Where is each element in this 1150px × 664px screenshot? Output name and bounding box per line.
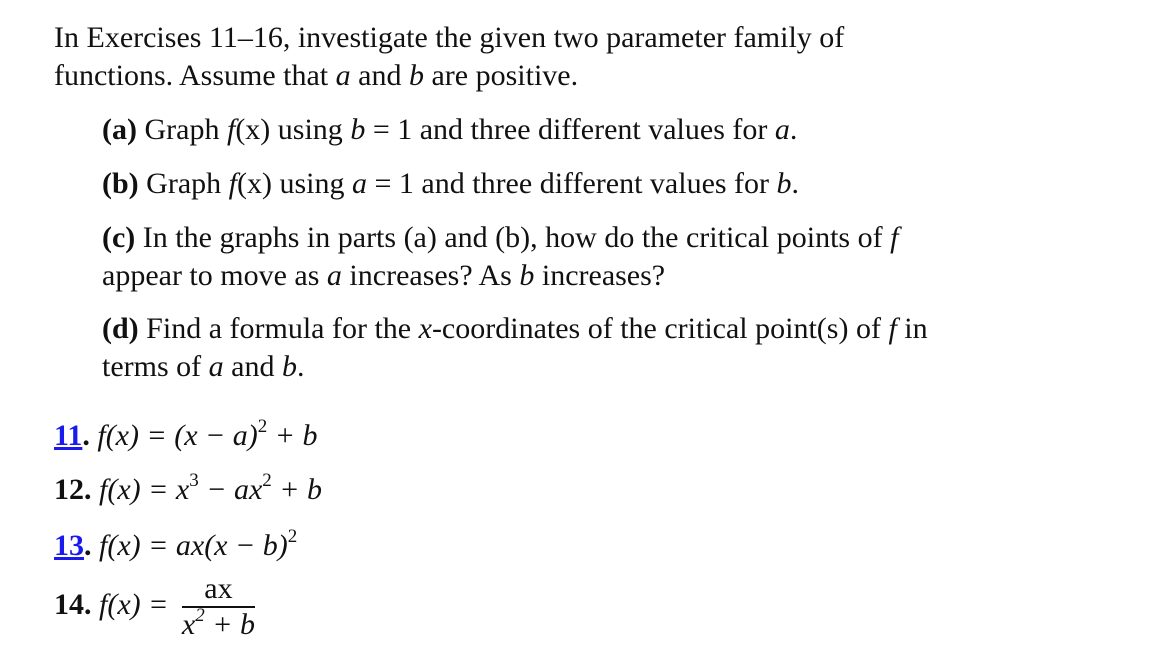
part-a: (a) Graph f(x) using b = 1 and three different values for a. — [102, 113, 798, 146]
intro-line-2: functions. Assume that a and b are positive. — [54, 59, 579, 92]
exercise-13-link[interactable]: 13 — [54, 529, 84, 562]
exercise-13: 13. $f(x) = ax(x - b)^2$ — [54, 526, 298, 562]
part-c: (c) In the graphs in parts (a) and (b), how do the critical points of f appear to move as a increases? As b increases? — [102, 221, 899, 292]
fraction: $\frac{ax}{x^2 + b}$ — [181, 572, 255, 641]
exercise-12: 12. $f(x) = x^3 - ax^2 + b$ — [54, 470, 323, 506]
intro-line-1: In Exercises 11–16, investigate the given two parameter family of — [54, 21, 845, 54]
exercise-11-link[interactable]: 11 — [54, 419, 83, 452]
exercise-14: 14. f(x) = $\frac{ax}{x^2 + b}$ — [54, 572, 255, 641]
part-d: (d) Find a formula for the x-coordinates of the critical point(s) of f in terms of a and b. — [102, 312, 928, 383]
exercise-11: 11. $f(x) = (x - a)^2 + b$ — [54, 416, 318, 452]
intro-paragraph — [54, 19, 844, 95]
part-b: (b) Graph f(x) using a = 1 and three different values for b. — [102, 167, 800, 200]
